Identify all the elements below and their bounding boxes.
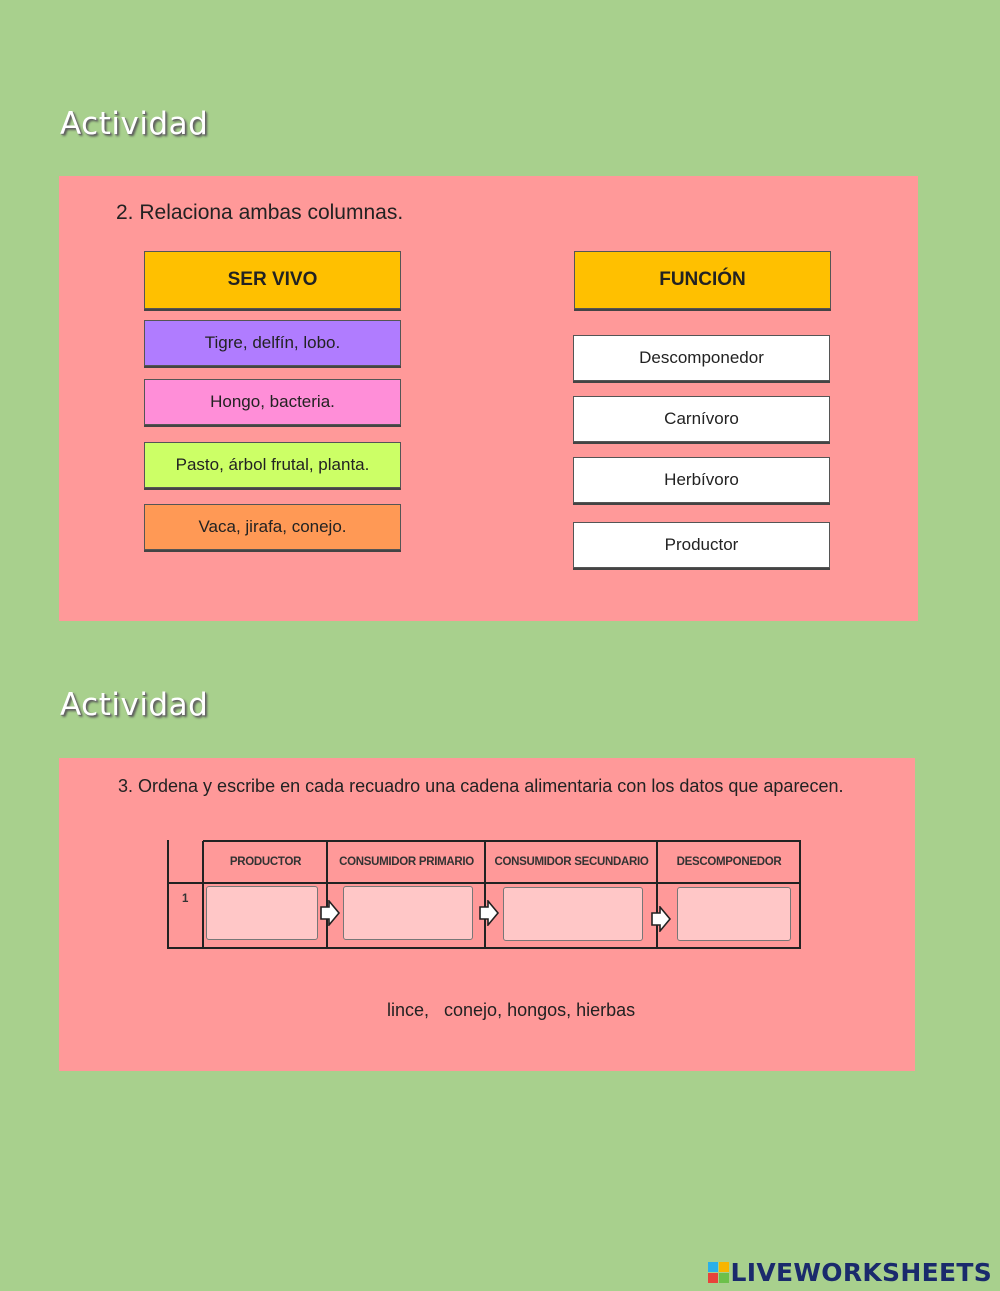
funcion-item[interactable]: Carnívoro (573, 396, 830, 442)
matching-instruction: 2. Relaciona ambas columnas. (116, 201, 404, 224)
ser-vivo-item[interactable]: Pasto, árbol frutal, planta. (144, 442, 401, 488)
logo-square (719, 1262, 729, 1272)
arrow-right-icon (478, 900, 500, 926)
column-header-productor: PRODUCTOR (229, 856, 302, 868)
logo-square (708, 1262, 718, 1272)
funcion-item[interactable]: Productor (573, 522, 830, 568)
answer-box-descomponedor[interactable] (677, 887, 791, 941)
logo-square (719, 1273, 729, 1283)
liveworksheets-logo-icon (708, 1262, 729, 1283)
funcion-item[interactable]: Herbívoro (573, 457, 830, 503)
activity-heading-2: Actividad (60, 687, 209, 723)
row-number: 1 (181, 893, 189, 905)
answer-box-productor[interactable] (206, 886, 318, 940)
ser-vivo-item[interactable]: Vaca, jirafa, conejo. (144, 504, 401, 550)
logo-square (708, 1273, 718, 1283)
column-header-descomponedor: DESCOMPONEDOR (676, 856, 782, 868)
liveworksheets-logo (708, 1258, 992, 1287)
column-header-consumidor-primario: CONSUMIDOR PRIMARIO (339, 856, 474, 868)
funcion-item[interactable]: Descomponedor (573, 335, 830, 381)
ser-vivo-item[interactable]: Tigre, delfín, lobo. (144, 320, 401, 366)
funcion-header: FUNCIÓN (574, 251, 831, 309)
arrow-right-icon (650, 906, 672, 932)
column-header-consumidor-secundario: CONSUMIDOR SECUNDARIO (494, 856, 649, 868)
answer-box-consumidor-primario[interactable] (343, 886, 473, 940)
activity-heading-1: Actividad (60, 106, 209, 142)
ser-vivo-item[interactable]: Hongo, bacteria. (144, 379, 401, 425)
matching-panel (59, 176, 918, 621)
logo-text: LIVEWORKSHEETS (730, 1258, 992, 1287)
word-bank: lince, conejo, hongos, hierbas (387, 1000, 636, 1020)
food-chain-instruction: 3. Ordena y escribe en cada recuadro una cadena alimentaria con los datos que aparecen. (118, 776, 844, 796)
ser-vivo-header: SER VIVO (144, 251, 401, 309)
arrow-right-icon (319, 900, 341, 926)
answer-box-consumidor-secundario[interactable] (503, 887, 643, 941)
